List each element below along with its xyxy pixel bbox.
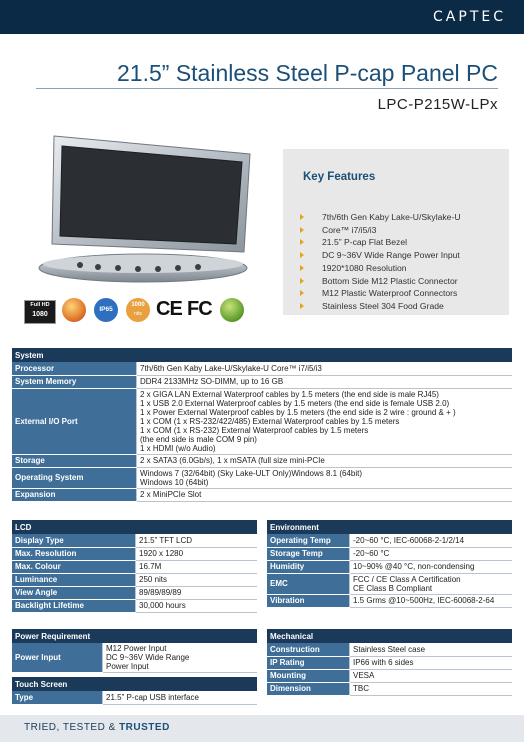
spec-row	[12, 643, 257, 673]
spec-row	[267, 573, 512, 594]
fullhd-logo-bottom: 1080	[32, 311, 48, 318]
spec-value: -20~60 °C	[350, 547, 513, 560]
spec-label: Operating Temp	[267, 534, 350, 547]
spec-label: Storage	[12, 454, 137, 467]
key-feature-text: DC 9~36V Wide Range Power Input	[322, 250, 460, 261]
ce-mark: CE	[156, 298, 182, 320]
spec-value: 7th/6th Gen Kaby Lake-U/Skylake-U Core™ i7/i5/i3	[137, 362, 513, 375]
spec-row	[267, 669, 512, 682]
spec-value-line: Power Input	[106, 662, 149, 671]
spec-value: 250 nits	[136, 573, 258, 586]
spec-value	[137, 388, 513, 454]
spec-row	[12, 691, 257, 704]
spec-row	[12, 573, 257, 586]
environment-spec-table	[267, 520, 512, 608]
spec-value-line: M12 Power Input	[106, 644, 167, 653]
bullet-icon	[300, 214, 304, 220]
spec-label: Storage Temp	[267, 547, 350, 560]
mechanical-spec-table	[267, 629, 512, 696]
spec-value-line: CE Class B Compliant	[353, 583, 433, 593]
spec-label: Max. Colour	[12, 560, 136, 573]
spec-value-line: (the end side is male COM 9 pin)	[140, 434, 257, 444]
spec-value: 16.7M	[136, 560, 258, 573]
spec-label: View Angle	[12, 586, 136, 599]
spec-value: 21.5” P-cap USB interface	[103, 691, 258, 704]
globe-icon	[62, 298, 86, 322]
bullet-icon	[300, 290, 304, 296]
spec-row	[267, 534, 512, 547]
spec-label: Expansion	[12, 488, 137, 501]
spec-label: Construction	[267, 643, 350, 656]
bullet-icon	[300, 239, 304, 245]
spec-label: Mounting	[267, 669, 350, 682]
spec-label: Humidity	[267, 560, 350, 573]
spec-value	[103, 643, 258, 673]
spec-value	[137, 467, 513, 488]
nits-unit: nits	[134, 311, 142, 317]
spec-row	[12, 547, 257, 560]
spec-label: System Memory	[12, 375, 137, 388]
spec-row	[267, 594, 512, 607]
page-title: 21.5” Stainless Steel P-cap Panel PC	[117, 60, 498, 86]
power-section-header: Power Requirement	[12, 629, 257, 643]
mechanical-section-header: Mechanical	[267, 629, 512, 643]
spec-value: VESA	[350, 669, 513, 682]
bullet-icon	[300, 227, 304, 233]
key-feature-item	[300, 249, 461, 262]
footer-tagline-part2: TRUSTED	[119, 722, 170, 733]
spec-label: Vibration	[267, 594, 350, 607]
spec-value: DDR4 2133MHz SO-DIMM, up to 16 GB	[137, 375, 513, 388]
key-feature-item	[300, 300, 461, 313]
spec-value: TBC	[350, 682, 513, 695]
key-feature-text: 1920*1080 Resolution	[322, 262, 407, 273]
key-features-panel	[283, 149, 509, 315]
panel-pc-image	[18, 116, 268, 294]
spec-value-line: 1 x COM (1 x RS-232) External Waterproof cables by 1.5 meters	[140, 425, 369, 435]
spec-value-line: 1 x USB 2.0 External Waterproof cables by 1.5 meters (the end side is female USB 2.0)	[140, 398, 450, 408]
bullet-icon	[300, 303, 304, 309]
spec-row	[267, 656, 512, 669]
spec-row	[12, 388, 512, 454]
spec-label: Dimension	[267, 682, 350, 695]
fc-mark: FC	[187, 298, 212, 320]
spec-value: 1920 x 1280	[136, 547, 258, 560]
system-spec-table	[12, 348, 512, 502]
spec-value: Stainless Steel case	[350, 643, 513, 656]
key-feature-text: Bottom Side M12 Plastic Connector	[322, 275, 458, 286]
spec-row	[12, 586, 257, 599]
key-feature-item	[300, 275, 461, 288]
footer-tagline	[24, 722, 170, 733]
spec-value: -20~60 °C, IEC-60068-2-1/2/14	[350, 534, 513, 547]
spec-row	[12, 454, 512, 467]
spec-label: Power Input	[12, 643, 103, 673]
spec-label: Backlight Lifetime	[12, 599, 136, 612]
key-features-list	[300, 211, 461, 313]
spec-value-line: DC 9~36V Wide Range	[106, 653, 190, 662]
nits-badge	[126, 298, 150, 322]
spec-value-line: Windows 7 (32/64bit) (Sky Lake-ULT Only)Windows 8.1 (64bit)	[140, 468, 363, 478]
spec-label: Type	[12, 691, 103, 704]
footer-tagline-part1: TRIED, TESTED &	[24, 722, 116, 733]
spec-value-line: 2 x GIGA LAN External Waterproof cables by 1.5 meters (the end side is male RJ45)	[140, 389, 439, 399]
lcd-section-header: LCD	[12, 520, 257, 534]
spec-row	[12, 534, 257, 547]
bullet-icon	[300, 265, 304, 271]
key-feature-text: Stainless Steel 304 Food Grade	[322, 300, 444, 311]
spec-row	[267, 547, 512, 560]
spec-value-line: Windows 10 (64bit)	[140, 477, 209, 487]
spec-value: 30,000 hours	[136, 599, 258, 612]
spec-label: Operating System	[12, 467, 137, 488]
spec-value: IP66 with 6 sides	[350, 656, 513, 669]
spec-row	[12, 467, 512, 488]
bullet-icon	[300, 252, 304, 258]
fullhd-logo-top: Full HD	[30, 302, 50, 308]
environment-section-header: Environment	[267, 520, 512, 534]
key-feature-item	[300, 224, 461, 237]
spec-label: Max. Resolution	[12, 547, 136, 560]
model-number: LPC-P215W-LPx	[377, 96, 498, 113]
spec-label: Display Type	[12, 534, 136, 547]
key-feature-item	[300, 211, 461, 224]
spec-row	[12, 362, 512, 375]
spec-row	[12, 488, 512, 501]
spec-value: 2 x SATA3 (6.0Gb/s), 1 x mSATA (full size mini-PCIe	[137, 454, 513, 467]
spec-row	[267, 643, 512, 656]
key-feature-text: M12 Plastic Waterproof Connectors	[322, 288, 458, 299]
spec-label: External I/O Port	[12, 388, 137, 454]
spec-row	[12, 375, 512, 388]
title-divider	[36, 88, 498, 89]
touch-section-header: Touch Screen	[12, 677, 257, 691]
spec-value	[350, 573, 513, 594]
spec-label: EMC	[267, 573, 350, 594]
key-feature-text: Core™ i7/i5/i3	[322, 224, 377, 235]
spec-value-line: FCC / CE Class A Certification	[353, 574, 461, 584]
system-section-header: System	[12, 348, 512, 362]
spec-row	[267, 560, 512, 573]
spec-value: 1.5 Grms @10~500Hz, IEC-60068-2-64	[350, 594, 513, 607]
spec-label: IP Rating	[267, 656, 350, 669]
brand-logo: CAPTEC	[433, 9, 506, 25]
spec-row	[12, 599, 257, 612]
spec-value-line: 1 x HDMI (w/o Audio)	[140, 443, 216, 453]
lcd-spec-table	[12, 520, 257, 613]
touch-spec-table	[12, 677, 257, 705]
spec-value: 2 x MiniPCIe Slot	[137, 488, 513, 501]
spec-label: Processor	[12, 362, 137, 375]
key-feature-text: 7th/6th Gen Kaby Lake-U/Skylake-U	[322, 212, 461, 222]
spec-value-line: 1 x Power External Waterproof cables by 1.5 meters (the end side is 2 wire : ground & + )	[140, 407, 456, 417]
key-feature-item	[300, 262, 461, 275]
ip65-badge: IP65	[94, 298, 118, 322]
nits-value: 1000	[131, 302, 145, 308]
bullet-icon	[300, 278, 304, 284]
key-feature-item	[300, 236, 461, 249]
key-feature-item	[300, 287, 461, 300]
top-bar	[0, 0, 524, 34]
spec-value: 21.5” TFT LCD	[136, 534, 258, 547]
fullhd-logo	[24, 300, 56, 324]
spec-value: 10~90% @40 °C, non-condensing	[350, 560, 513, 573]
power-spec-table	[12, 629, 257, 673]
key-features-title: Key Features	[303, 171, 376, 183]
spec-value: 89/89/89/89	[136, 586, 258, 599]
rohs-leaf-icon	[220, 298, 244, 322]
key-feature-text: 21.5” P-cap Flat Bezel	[322, 237, 408, 248]
spec-value-line: 1 x COM (1 x RS-232/422/485) External Waterproof cables by 1.5 meters	[140, 416, 400, 426]
spec-label: Luminance	[12, 573, 136, 586]
spec-row	[12, 560, 257, 573]
spec-row	[267, 682, 512, 695]
